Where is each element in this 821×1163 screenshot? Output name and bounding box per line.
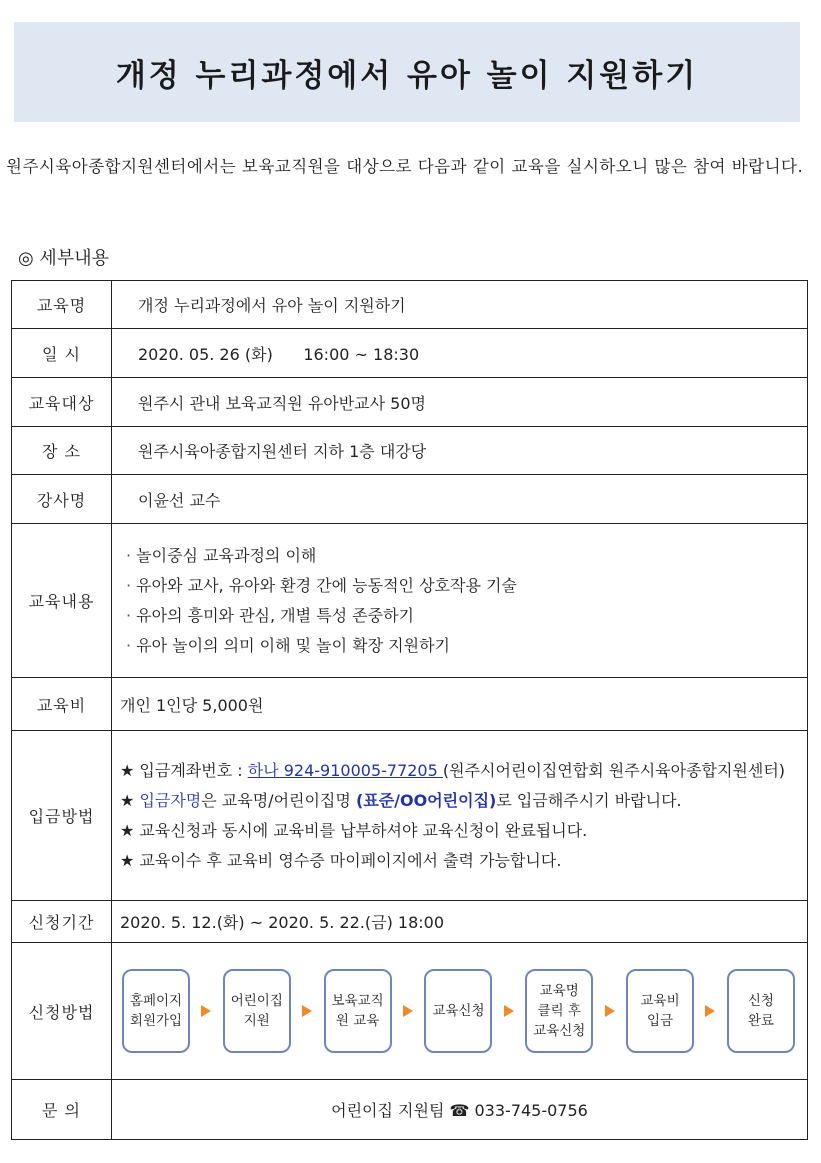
label-payment: 입금방법 <box>12 731 112 901</box>
title-banner <box>14 22 800 122</box>
arrow-right-icon <box>705 1005 715 1017</box>
depositor-mid: 은 교육명/어린이집명 <box>201 790 356 810</box>
depositor-name-label: 입금자명 <box>139 790 202 810</box>
label-lecturer: 강사명 <box>12 475 112 524</box>
row-method <box>12 943 808 1080</box>
arrow-right-icon <box>605 1005 615 1017</box>
list-item: · 놀이중심 교육과정의 이해 <box>126 541 807 571</box>
label-course-name: 교육명 <box>12 281 112 329</box>
account-prefix: ★ 입금계좌번호 : <box>120 760 248 780</box>
value-lecturer: 이윤선 교수 <box>112 475 808 524</box>
value-method <box>112 943 808 1080</box>
row-fee <box>12 678 808 731</box>
row-contact <box>12 1080 808 1140</box>
row-content <box>12 524 808 678</box>
payment-line-account <box>120 756 795 786</box>
payment-line-depositor <box>120 786 795 816</box>
list-item: · 유아의 흥미와 관심, 개별 특성 존중하기 <box>126 601 807 631</box>
details-table <box>11 280 808 1140</box>
value-payment <box>112 731 808 901</box>
intro-text: 원주시육아종합지원센터에서는 보육교직원을 대상으로 다음과 같이 교육을 실시하오니 많은 참여 바랍니다. <box>6 157 804 176</box>
depositor-end: 로 입금해주시기 바랍니다. <box>496 790 682 810</box>
flow-step: 신청 완료 <box>727 969 795 1053</box>
arrow-right-icon <box>504 1005 514 1017</box>
label-contact: 문 의 <box>12 1080 112 1140</box>
star-bullet: ★ <box>120 790 140 810</box>
label-method: 신청방법 <box>12 943 112 1080</box>
flow-step: 교육신청 <box>424 969 492 1053</box>
value-datetime: 2020. 05. 26 (화) 16:00 ~ 18:30 <box>112 329 808 378</box>
account-number-link[interactable]: 하나 924-910005-77205 <box>247 760 443 780</box>
row-payment <box>12 731 808 901</box>
flow-step: 보육교직 원 교육 <box>324 969 392 1053</box>
flow-step: 교육명 클릭 후 교육신청 <box>525 969 593 1053</box>
value-course-name: 개정 누리과정에서 유아 놀이 지원하기 <box>112 281 808 329</box>
section-title: ◎ 세부내용 <box>18 248 109 269</box>
row-course-name <box>12 281 808 329</box>
row-target <box>12 378 808 427</box>
arrow-right-icon <box>403 1005 413 1017</box>
row-datetime <box>12 329 808 378</box>
row-place <box>12 427 808 475</box>
list-item: · 유아와 교사, 유아와 환경 간에 능동적인 상호작용 기술 <box>126 571 807 601</box>
application-flow <box>112 969 807 1053</box>
list-item: · 유아 놀이의 의미 이해 및 놀이 확장 지원하기 <box>126 631 807 661</box>
value-target: 원주시 관내 보육교직원 유아반교사 50명 <box>112 378 808 427</box>
flow-step: 홈페이지 회원가입 <box>122 969 190 1053</box>
value-period: 2020. 5. 12.(화) ~ 2020. 5. 22.(금) 18:00 <box>112 901 808 943</box>
page-title: 개정 누리과정에서 유아 놀이 지원하기 <box>115 57 699 94</box>
label-period: 신청기간 <box>12 901 112 943</box>
value-contact: 어린이집 지원팀 ☎ 033-745-0756 <box>112 1080 808 1140</box>
label-content: 교육내용 <box>12 524 112 678</box>
row-lecturer <box>12 475 808 524</box>
flow-step: 교육비 입금 <box>626 969 694 1053</box>
label-target: 교육대상 <box>12 378 112 427</box>
row-period <box>12 901 808 943</box>
value-fee: 개인 1인당 5,000원 <box>112 678 808 731</box>
label-place: 장 소 <box>12 427 112 475</box>
flow-step: 어린이집 지원 <box>223 969 291 1053</box>
value-place: 원주시육아종합지원센터 지하 1층 대강당 <box>112 427 808 475</box>
payment-line-receipt: ★ 교육이수 후 교육비 영수증 마이페이지에서 출력 가능합니다. <box>120 850 562 870</box>
depositor-format: (표준/OO어린이집) <box>355 790 497 810</box>
arrow-right-icon <box>201 1005 211 1017</box>
value-content <box>112 524 808 678</box>
label-fee: 교육비 <box>12 678 112 731</box>
account-holder: (원주시어린이집연합회 원주시육아종합지원센터) <box>442 760 786 780</box>
label-datetime: 일 시 <box>12 329 112 378</box>
payment-line-notice: ★ 교육신청과 동시에 교육비를 납부하셔야 교육신청이 완료됩니다. <box>120 820 588 840</box>
arrow-right-icon <box>302 1005 312 1017</box>
